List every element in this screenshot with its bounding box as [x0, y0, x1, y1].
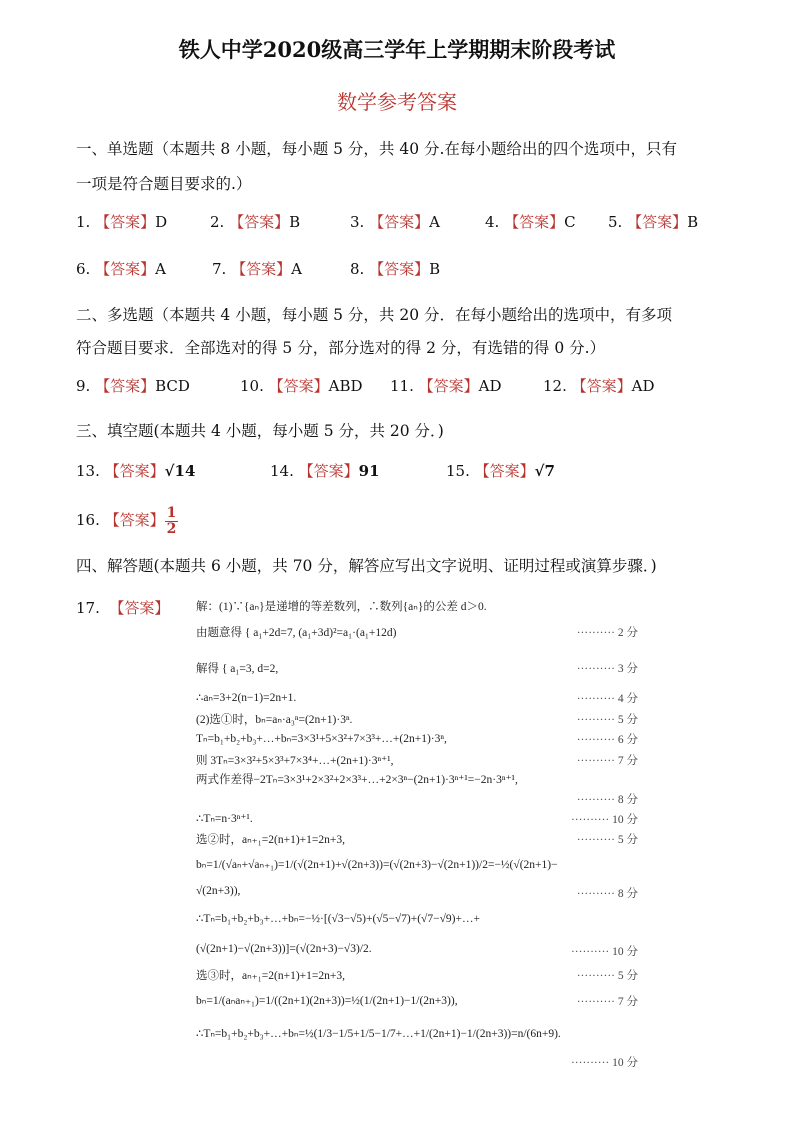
leader-dots: ··········: [576, 714, 618, 726]
section3-heading: 三、填空题(本题共 4 小题，每小题 5 分，共 20 分．): [76, 422, 444, 440]
score-value: 5 分: [617, 714, 638, 726]
question-number: 8.: [350, 260, 365, 278]
answer-value: B: [687, 213, 699, 231]
answer-value: A: [429, 213, 440, 231]
leader-dots: ··········: [576, 834, 618, 846]
leader-dots: ··········: [576, 734, 618, 746]
solution-text: ∴Tₙ=n·3ⁿ⁺¹.: [196, 813, 253, 825]
solution-line: [196, 967, 666, 983]
solution-text: 由题意得 { a₁+2d=7, (a₁+3d)²=a₁·(a₁+12d): [196, 627, 397, 639]
question-number: 13.: [76, 462, 100, 480]
score-value: 10 分: [612, 946, 638, 958]
solution-text: √(2n+3)),: [196, 885, 241, 897]
solution-text: 解得 { a₁=3, d=2,: [196, 663, 279, 675]
answer-tag: 【答案】: [95, 213, 156, 231]
answer-item: [240, 375, 363, 396]
solution-line: [196, 885, 666, 900]
leader-dots: ··········: [576, 970, 618, 982]
answer-value: A: [291, 260, 302, 278]
question-number: 1.: [76, 213, 91, 231]
answer-value: B: [429, 260, 441, 278]
answer-tag: 【答案】: [95, 260, 156, 278]
question-number: 2.: [210, 213, 225, 231]
solution-text: (2)选①时，bₙ=aₙ·a₃ⁿ=(2n+1)·3ⁿ.: [196, 714, 353, 726]
answer-item: [390, 375, 502, 396]
answer-item: [608, 211, 698, 232]
score-value: 7 分: [617, 755, 638, 767]
score-value: 4 分: [617, 693, 638, 705]
solution-text: 两式作差得−2Tₙ=3×3¹+2×3²+2×3³+…+2×3ⁿ−(2n+1)·3ⁿ⁺¹=−2n·3ⁿ⁺¹,: [196, 774, 518, 786]
score-value: 10 分: [612, 814, 638, 826]
solution-line: [196, 752, 666, 768]
question-number: 15.: [446, 462, 470, 480]
question-number: 9.: [76, 377, 91, 395]
answer-item: [350, 258, 440, 279]
answer-item: [76, 258, 166, 279]
solution-text: ∴Tₙ=b₁+b₂+b₃+…+bₙ=−½·[(√3−√5)+(√5−√7)+(√7−√9)+…+: [196, 913, 480, 925]
leader-dots: ··········: [576, 996, 618, 1008]
answer-item: [76, 460, 195, 481]
answer-value: AD: [478, 377, 502, 395]
solution-text: ∴Tₙ=b₁+b₂+b₃+…+bₙ=½(1/3−1/5+1/5−1/7+…+1/(2n+1)−1/(2n+3))=n/(6n+9).: [196, 1028, 561, 1040]
score-marker: [577, 711, 638, 727]
solution-line: [196, 624, 666, 640]
score-value: 10 分: [612, 1057, 638, 1069]
solution-text: bₙ=1/(√aₙ+√aₙ₊₁)=1/(√(2n+1)+√(2n+3))=(√(2n+3)−√(2n+1))/2=−½(√(2n+1)−: [196, 859, 558, 871]
leader-dots: ··········: [576, 794, 618, 806]
score-marker: [577, 690, 638, 706]
answer-item: [446, 460, 555, 481]
solution-text: 则 3Tₙ=3×3²+5×3³+7×3⁴+…+(2n+1)·3ⁿ⁺¹,: [196, 755, 394, 767]
score-value: 5 分: [617, 834, 638, 846]
answer-item: [270, 460, 380, 481]
solution-line: [196, 911, 666, 925]
score-value: 8 分: [617, 888, 638, 900]
solution-line: [196, 731, 666, 745]
score-marker: [577, 752, 638, 768]
score-value: 3 分: [617, 663, 638, 675]
answer-item: [76, 211, 167, 232]
answer-tag: 【答案】: [229, 213, 290, 231]
answer-tag: 【答案】: [268, 377, 329, 395]
score-marker: [577, 967, 638, 983]
answer-tag: 【答案】: [369, 260, 430, 278]
question-number: 6.: [76, 260, 91, 278]
answer-item: [212, 258, 302, 279]
answer-tag: 【答案】: [504, 213, 565, 231]
answer-value: √7: [534, 462, 555, 480]
score-marker: [577, 731, 638, 747]
leader-dots: ··········: [576, 888, 618, 900]
fraction-numerator: 1: [166, 505, 177, 521]
answer-value: ABD: [328, 377, 363, 395]
answer-value: B: [289, 213, 301, 231]
answer-item: [350, 211, 440, 232]
answer-value: √14: [164, 462, 196, 480]
solution-line: [196, 791, 666, 806]
answer-tag: 【答案】: [627, 213, 688, 231]
answer-item: [210, 211, 300, 232]
question-number: 7.: [212, 260, 227, 278]
score-marker: [577, 993, 638, 1009]
solution-line: [196, 690, 666, 704]
solution-text: bₙ=1/(aₙaₙ₊₁)=1/((2n+1)(2n+3))=½(1/(2n+1)−1/(2n+3)),: [196, 995, 458, 1007]
leader-dots: ··········: [570, 814, 613, 826]
answer-value: AD: [631, 377, 655, 395]
score-value: 6 分: [617, 734, 638, 746]
score-marker: [571, 943, 638, 959]
score-marker: [577, 660, 638, 676]
solution-text: (√(2n+1)−√(2n+3))]=(√(2n+3)−√3)/2.: [196, 943, 372, 955]
solution-line: [196, 811, 666, 825]
answer-tag: 【答案】: [104, 511, 165, 530]
answer-item: [76, 506, 178, 536]
solution-line: [196, 993, 666, 1007]
section4-heading: 四、解答题(本题共 6 小题，共 70 分，解答应写出文字说明、证明过程或演算步骤．): [76, 557, 657, 575]
answer-tag: 【答案】: [418, 377, 479, 395]
answer-value: A: [155, 260, 166, 278]
leader-dots: ··········: [570, 946, 613, 958]
score-value: 8 分: [617, 794, 638, 806]
answer-tag: 【答案】: [298, 462, 359, 480]
answer-item: [485, 211, 576, 232]
page-title: 铁人中学2020级高三学年上学期期末阶段考试: [178, 37, 616, 62]
question-number: 10.: [240, 377, 264, 395]
question-number: 14.: [270, 462, 294, 480]
leader-dots: ··········: [576, 627, 618, 639]
score-marker: [571, 1054, 638, 1070]
section2-heading: 二、多选题（本题共 4 小题，每小题 5 分，共 20 分．在每小题给出的选项中，有多项: [76, 306, 673, 324]
section1-heading-cont: 一项是符合题目要求的.）: [76, 175, 252, 193]
solution-line: [196, 598, 666, 614]
score-value: 2 分: [617, 627, 638, 639]
solution-line: [196, 831, 666, 847]
answer-item: [543, 375, 655, 396]
solution-line: [196, 660, 666, 676]
score-marker: [571, 811, 638, 827]
solution-line: [196, 1054, 666, 1069]
solution-line: [196, 771, 666, 787]
solution-text: 选③时，aₙ₊₁=2(n+1)+1=2n+3,: [196, 970, 345, 982]
leader-dots: ··········: [576, 755, 618, 767]
answer-tag: 【答案】: [231, 260, 292, 278]
solution-line: [196, 711, 666, 727]
score-value: 5 分: [617, 970, 638, 982]
answer-value: BCD: [155, 377, 190, 395]
answer-tag: 【答案】: [95, 377, 156, 395]
leader-dots: ··········: [570, 1057, 613, 1069]
solution-line: [196, 857, 666, 871]
score-marker: [577, 791, 638, 807]
solution-text: Tₙ=b₁+b₂+b₃+…+bₙ=3×3¹+5×3²+7×3³+…+(2n+1)·3ⁿ,: [196, 733, 447, 745]
answer-value: D: [155, 213, 168, 231]
section1-heading: 一、单选题（本题共 8 小题，每小题 5 分，共 40 分.在每小题给出的四个选项中，只有: [76, 140, 677, 158]
question-number: 16.: [76, 511, 100, 530]
answer-tag: 【答案】: [474, 462, 535, 480]
answer-tag: 【答案】: [369, 213, 430, 231]
leader-dots: ··········: [576, 663, 618, 675]
question-number: 5.: [608, 213, 623, 231]
answer-fraction: [165, 506, 179, 536]
question-number: 11.: [390, 377, 414, 395]
answer-value: 91: [358, 462, 380, 480]
fraction-denominator: 2: [166, 520, 177, 537]
score-value: 7 分: [617, 996, 638, 1008]
solution-text: 解：(1)∵{aₙ}是递增的等差数列，∴数列{aₙ}的公差 d＞0.: [196, 601, 487, 613]
question-number: 3.: [350, 213, 365, 231]
score-marker: [577, 885, 638, 901]
solution-text: 选②时，aₙ₊₁=2(n+1)+1=2n+3,: [196, 834, 345, 846]
solution-line: [196, 943, 666, 958]
score-marker: [577, 831, 638, 847]
section2-heading-cont: 符合题目要求．全部选对的得 5 分，部分选对的得 2 分，有选错的得 0 分.）: [76, 339, 606, 357]
question-number: 12.: [543, 377, 567, 395]
leader-dots: ··········: [576, 693, 618, 705]
answer-tag: 【答案】: [571, 377, 632, 395]
page-subtitle: 数学参考答案: [337, 90, 457, 114]
answer-value: C: [564, 213, 576, 231]
answer-item: [76, 375, 190, 396]
answer-tag: 【答案】: [104, 462, 165, 480]
solution-text: ∴aₙ=3+2(n−1)=2n+1.: [196, 692, 297, 704]
question-number: 4.: [485, 213, 500, 231]
score-marker: [577, 624, 638, 640]
solution-line: [196, 1026, 666, 1040]
q17-label: 17. 【答案】: [76, 599, 170, 617]
